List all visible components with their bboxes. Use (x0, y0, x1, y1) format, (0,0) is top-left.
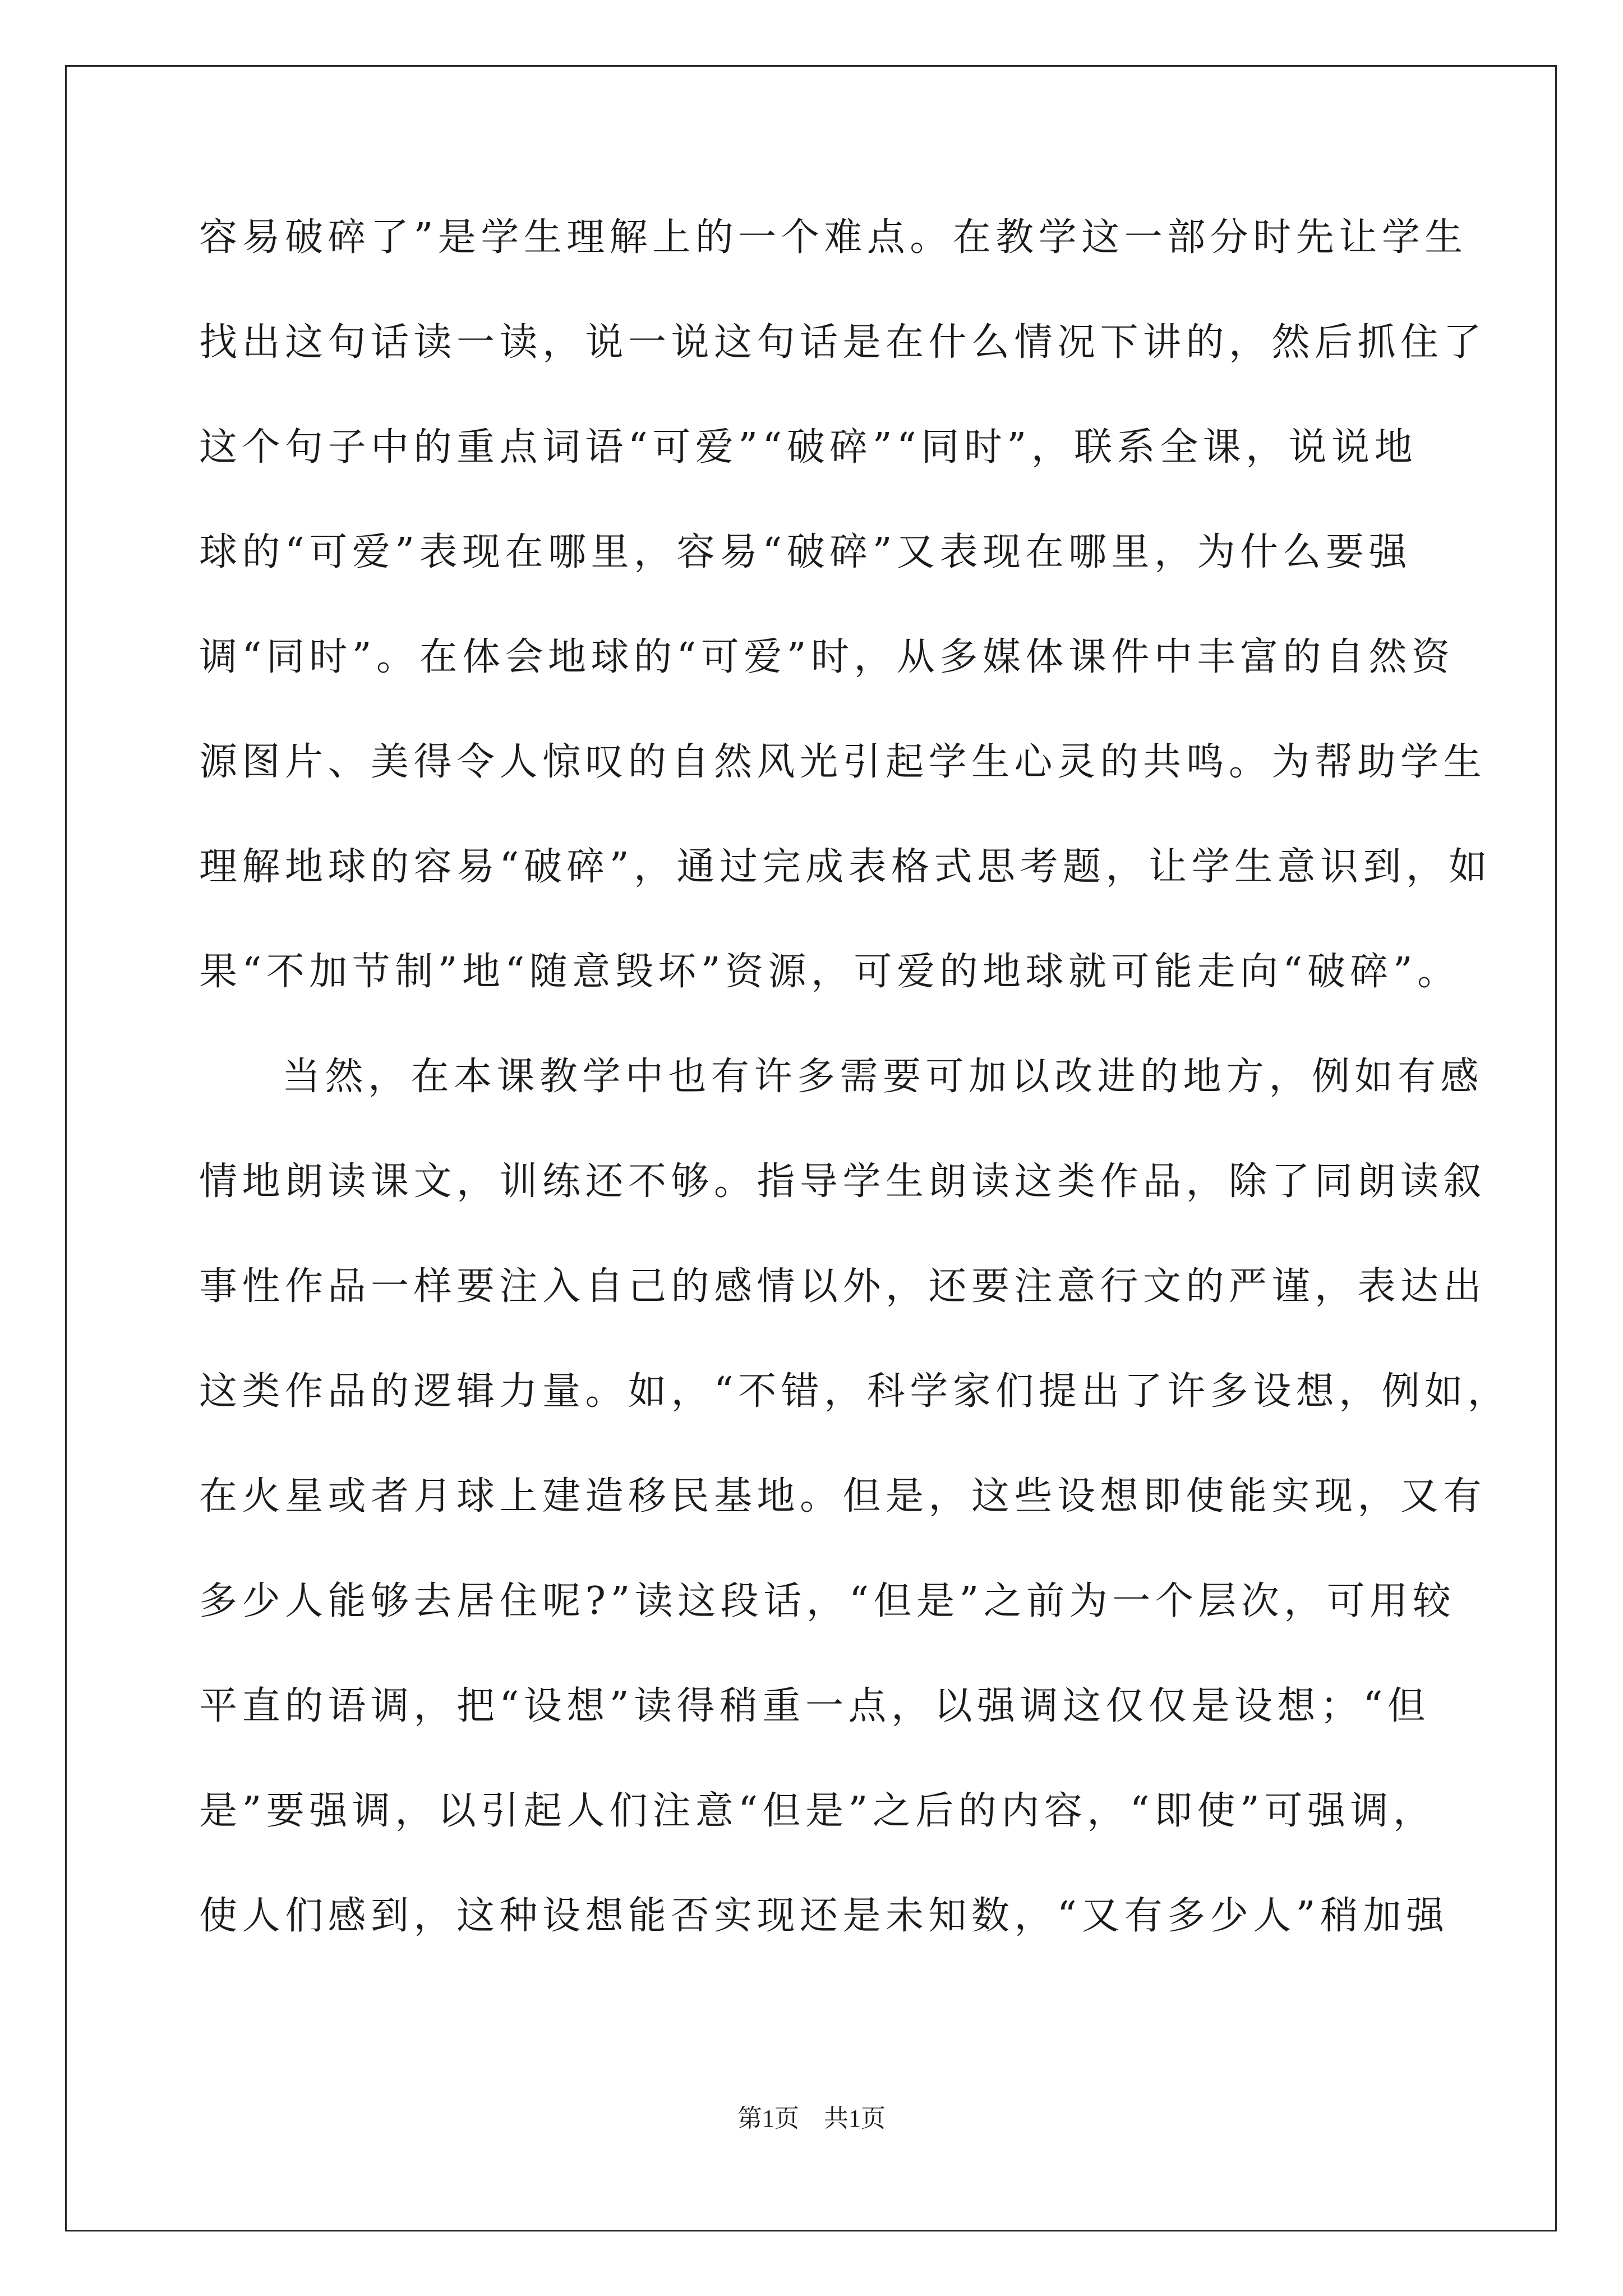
text-line-4: 球的“可爱”表现在哪里，容易“破碎”又表现在哪里，为什么要强 (199, 530, 1412, 574)
document-body (199, 215, 1511, 2002)
text-line-16: 是”要强调，以引起人们注意“但是”之后的内容，“即使”可强调， (199, 1789, 1436, 1833)
text-line-8: 果“不加节制”地“随意毁坏”资源，可爱的地球就可能走向“破碎”。 (199, 950, 1460, 994)
text-line-15: 平直的语调，把“设想”读得稍重一点，以强调这仅仅是设想；“但 (199, 1684, 1431, 1728)
text-line-17: 使人们感到，这种设想能否实现还是未知数，“又有多少人”稍加强 (199, 1894, 1449, 1938)
text-line-10: 情地朗读课文，训练还不够。指导学生朗读这类作品，除了同朗读叙 (199, 1159, 1487, 1204)
text-line-14: 多少人能够去居住呢?”读这段话，“但是”之前为一个层次，可用较 (199, 1579, 1456, 1623)
text-line-3: 这个句子中的重点词语“可爱”“破碎”“同时”，联系全课，说说地 (199, 425, 1418, 470)
text-line-11: 事性作品一样要注入自己的感情以外，还要注意行文的严谨，表达出 (199, 1264, 1487, 1309)
text-line-13: 在火星或者月球上建造移民基地。但是，这些设想即使能实现，又有 (199, 1474, 1487, 1519)
text-line-2: 找出这句话读一读，说一说这句话是在什么情况下讲的，然后抓住了 (199, 320, 1487, 365)
text-line-9: 当然，在本课教学中也有许多需要可加以改进的地方，例如有感 (282, 1055, 1484, 1099)
page-number-footer: 第1页 共1页 (737, 2105, 886, 2132)
text-line-5: 调“同时”。在体会地球的“可爱”时，从多媒体课件中丰富的自然资 (199, 635, 1455, 679)
text-line-1: 容易破碎了”是学生理解上的一个难点。在教学这一部分时先让学生 (199, 215, 1468, 260)
text-line-7: 理解地球的容易“破碎”，通过完成表格式思考题，让学生意识到，如 (199, 845, 1492, 889)
text-line-12: 这类作品的逻辑力量。如，“不错，科学家们提出了许多设想，例如， (199, 1369, 1511, 1414)
text-line-6: 源图片、美得令人惊叹的自然风光引起学生心灵的共鸣。为帮助学生 (199, 740, 1487, 784)
